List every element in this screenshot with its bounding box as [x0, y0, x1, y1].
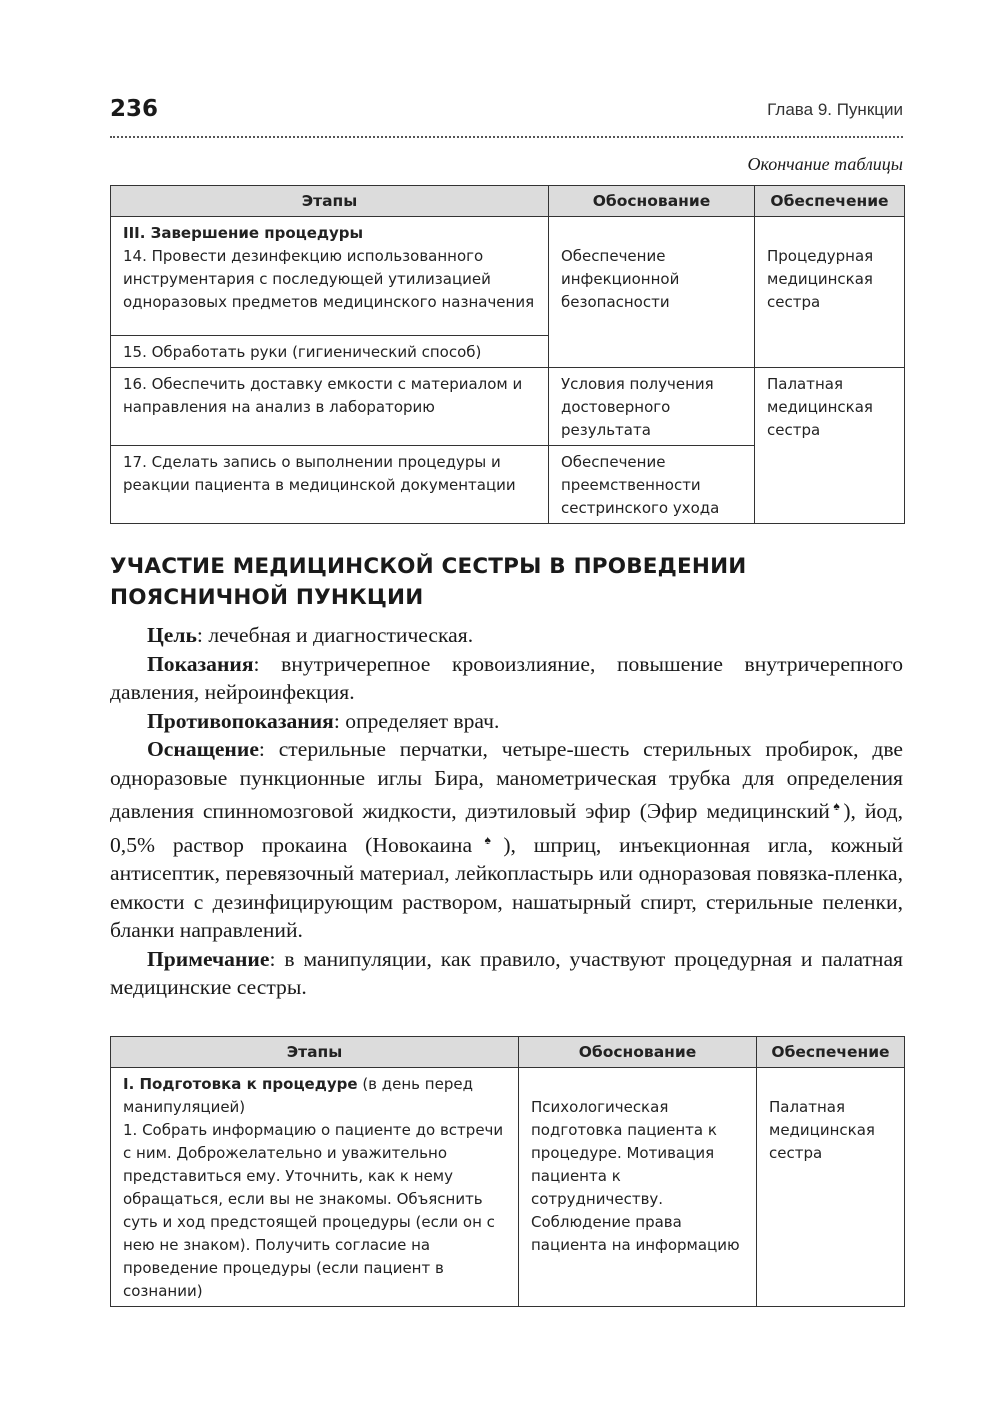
- equipment-paragraph: [110, 735, 903, 945]
- chapter-title: Глава 9. Пункции: [767, 100, 903, 119]
- provider-cell: Палатная медицинская сестра: [755, 368, 905, 524]
- rationale-cell: Условия получения достоверного результата: [549, 368, 755, 446]
- step-cell: 17. Сделать запись о выполнении процедуры и реакции пациента в медицинской документации: [111, 446, 549, 524]
- indications-label: Показания: [147, 651, 254, 676]
- section-heading: III. Завершение процедуры: [123, 224, 364, 242]
- table-row: [111, 368, 905, 446]
- page-number: 236: [110, 96, 159, 122]
- section-heading: [123, 1073, 506, 1119]
- procedure-table-end: [110, 185, 905, 524]
- contraindications-paragraph: [110, 707, 903, 736]
- indications-paragraph: [110, 650, 903, 707]
- goal-text: : лечебная и диагностическая.: [196, 623, 474, 647]
- column-header-rationale: Обоснование: [549, 186, 755, 217]
- column-header-provider: Обеспечение: [757, 1037, 905, 1068]
- pharmacopoeia-mark-icon: ♠: [829, 799, 844, 813]
- indications-text: : внутричерепное кровоизлияние, повышение внутричерепного давления, нейроинфекция.: [110, 651, 903, 704]
- section-heading-bold: I. Подготовка к процедуре: [123, 1075, 358, 1093]
- rationale-cell: Обеспечение преемственности сестринского ухода: [549, 446, 755, 524]
- contraindications-label: Противопоказания: [147, 708, 334, 733]
- section-heading-note: (в день перед манипуляцией): [123, 1075, 473, 1116]
- provider-cell: Процедурная медицинская сестра: [755, 217, 905, 368]
- contraindications-text: : определяет врач.: [333, 708, 500, 733]
- lumbar-puncture-table: [110, 1036, 905, 1307]
- table-header-row: [111, 186, 905, 217]
- note-paragraph: [110, 945, 903, 1002]
- table-continuation-note: Окончание таблицы: [747, 154, 903, 174]
- rationale-cell: Психологическая подготовка пациента к процедуре. Мотивация пациента к сотрудничеству. Соблюдение права пациента на информацию: [519, 1068, 757, 1307]
- step-cell: [111, 1068, 519, 1307]
- goal-label: Цель: [147, 623, 197, 647]
- column-header-provider: Обеспечение: [755, 186, 905, 217]
- table-row: [111, 1068, 905, 1307]
- column-header-rationale: Обоснование: [519, 1037, 757, 1068]
- section-title: УЧАСТИЕ МЕДИЦИНСКОЙ СЕСТРЫ В ПРОВЕДЕНИИ ПОЯСНИЧНОЙ ПУНКЦИИ: [110, 554, 747, 610]
- pharmacopoeia-mark-icon: ♠: [472, 832, 504, 847]
- goal-paragraph: [110, 621, 903, 650]
- column-header-stages: Этапы: [111, 1037, 519, 1068]
- equipment-text-2: ), йод, 0,5% раствор прокаина (Новокаина: [110, 799, 903, 857]
- step-cell: 15. Обработать руки (гигиенический способ): [111, 336, 549, 368]
- equipment-label: Оснащение: [147, 737, 259, 761]
- step-cell: [111, 217, 549, 336]
- rationale-cell: Обеспечение инфекционной безопасности: [549, 217, 755, 368]
- step-text: 14. Провести дезинфекцию использованного инструментария с последующей утилизацией одноразовых предметов медицинского назначения: [123, 247, 535, 311]
- note-label: Примечание: [147, 946, 270, 971]
- note-text: : в манипуляции, как правило, участвуют процедурная и палатная медицинские сестры.: [110, 946, 903, 999]
- page-header: [110, 96, 903, 138]
- equipment-text-3: ), шприц, инъекционная игла, кожный антисептик, перевязочный материал, лейкопластырь или одноразовая повязка-пленка, емкости с дезинфицирующим раствором, нашатырный спирт, стерильные пеленки, бланки направлений.: [110, 832, 904, 942]
- column-header-stages: Этапы: [111, 186, 549, 217]
- body-text: [110, 621, 903, 1002]
- equipment-text-1: : стерильные перчатки, четыре-шесть стерильных пробирок, две одноразовые пункционные иглы Бира, манометрическая трубка для определения давления спинномозговой жидкости, диэтиловый эфир (Эфир медицинский: [110, 737, 903, 823]
- table-header-row: [111, 1037, 905, 1068]
- step-text: 1. Собрать информацию о пациенте до встречи с ним. Доброжелательно и уважительно представиться ему. Уточнить, как к нему обращаться, если вы не знакомы. Объяснить суть и ход предстоящей процедуры (если он с нею не знаком). Получить согласие на проведение процедуры (если пациент в сознании): [123, 1121, 504, 1300]
- table-row: [111, 217, 905, 336]
- provider-cell: Палатная медицинская сестра: [757, 1068, 905, 1307]
- step-cell: 16. Обеспечить доставку емкости с материалом и направления на анализ в лабораторию: [111, 368, 549, 446]
